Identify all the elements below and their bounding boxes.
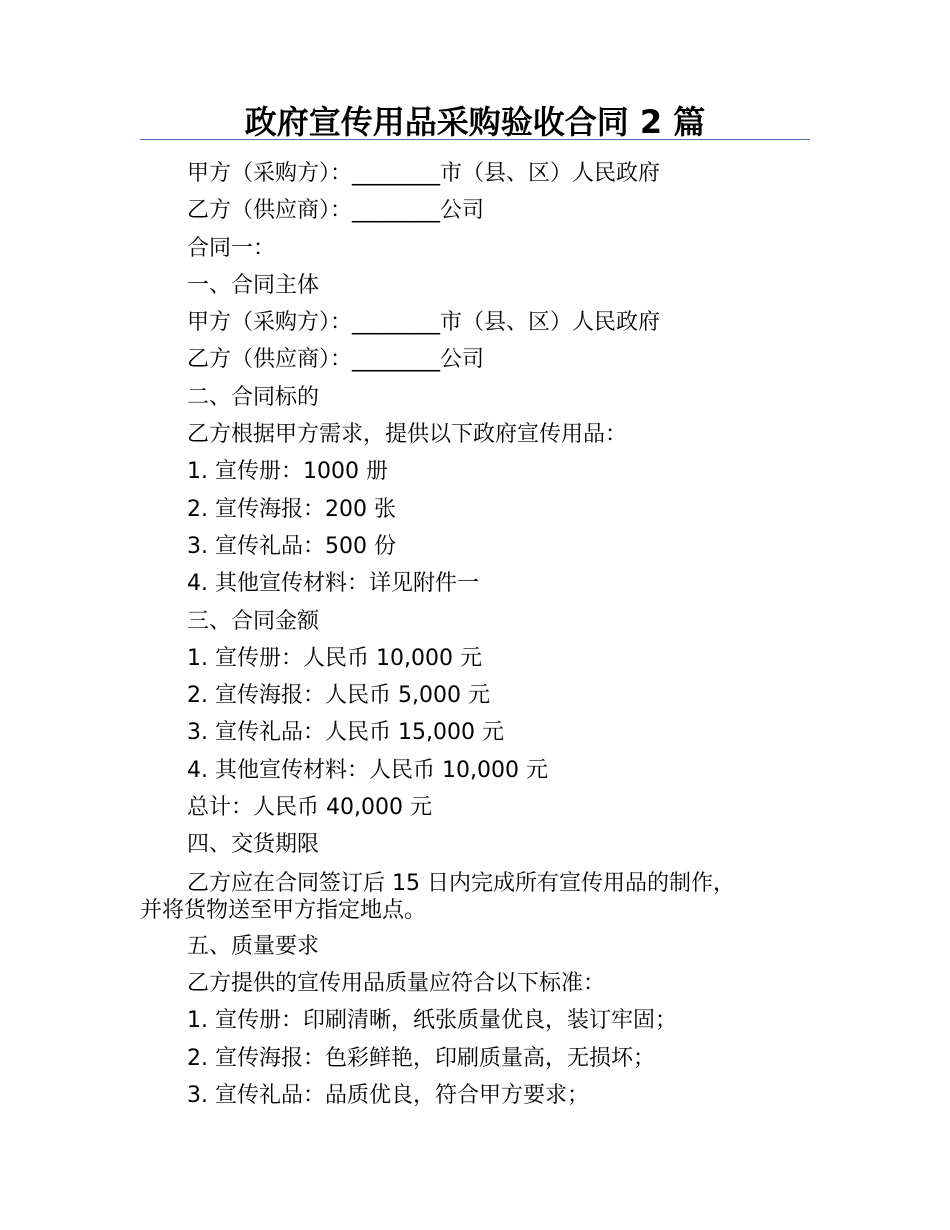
list-item: 3. 宣传礼品：500 份 bbox=[187, 533, 396, 559]
title-underline bbox=[140, 139, 810, 140]
total-line: 总计：人民币 40,000 元 bbox=[187, 795, 432, 821]
paragraph-line: 乙方根据甲方需求，提供以下政府宣传用品： bbox=[187, 422, 628, 448]
party-b-line: 乙方（供应商）：________公司 bbox=[187, 347, 485, 373]
section-heading: 四、交货期限 bbox=[187, 832, 320, 858]
list-item: 2. 宣传海报：色彩鲜艳，印刷质量高，无损坏； bbox=[187, 1045, 655, 1071]
list-item: 1. 宣传册：印刷清晰，纸张质量优良，装订牢固； bbox=[187, 1008, 677, 1034]
contract-one-heading: 合同一： bbox=[187, 235, 276, 261]
party-b-line: 乙方（供应商）：________公司 bbox=[187, 198, 485, 224]
document-title: 政府宣传用品采购验收合同 2 篇 bbox=[244, 103, 706, 141]
delivery-paragraph bbox=[140, 864, 810, 928]
list-item: 2. 宣传海报：人民币 5,000 元 bbox=[187, 683, 490, 709]
list-item: 3. 宣传礼品：人民币 15,000 元 bbox=[187, 720, 504, 746]
list-item: 1. 宣传册：人民币 10,000 元 bbox=[187, 645, 482, 671]
party-a-line: 甲方（采购方）：________市（县、区）人民政府 bbox=[187, 310, 661, 336]
list-item: 3. 宣传礼品：品质优良，符合甲方要求； bbox=[187, 1082, 589, 1108]
list-item: 2. 宣传海报：200 张 bbox=[187, 496, 396, 522]
paragraph-line: 乙方应在合同签订后 15 日内完成所有宣传用品的制作， bbox=[187, 870, 735, 896]
list-item: 1. 宣传册：1000 册 bbox=[187, 459, 388, 485]
document-body bbox=[140, 155, 810, 1114]
party-a-line: 甲方（采购方）：________市（县、区）人民政府 bbox=[187, 161, 661, 186]
list-item: 4. 其他宣传材料：人民币 10,000 元 bbox=[187, 757, 548, 783]
paragraph-line: 乙方提供的宣传用品质量应符合以下标准： bbox=[187, 970, 606, 996]
section-heading: 五、质量要求 bbox=[187, 933, 320, 959]
section-heading: 三、合同金额 bbox=[187, 608, 320, 634]
paragraph-line: 并将货物送至甲方指定地点。 bbox=[140, 897, 427, 923]
section-heading: 二、合同标的 bbox=[187, 384, 320, 410]
list-item: 4. 其他宣传材料：详见附件一 bbox=[187, 571, 479, 597]
section-heading: 一、合同主体 bbox=[187, 272, 320, 298]
